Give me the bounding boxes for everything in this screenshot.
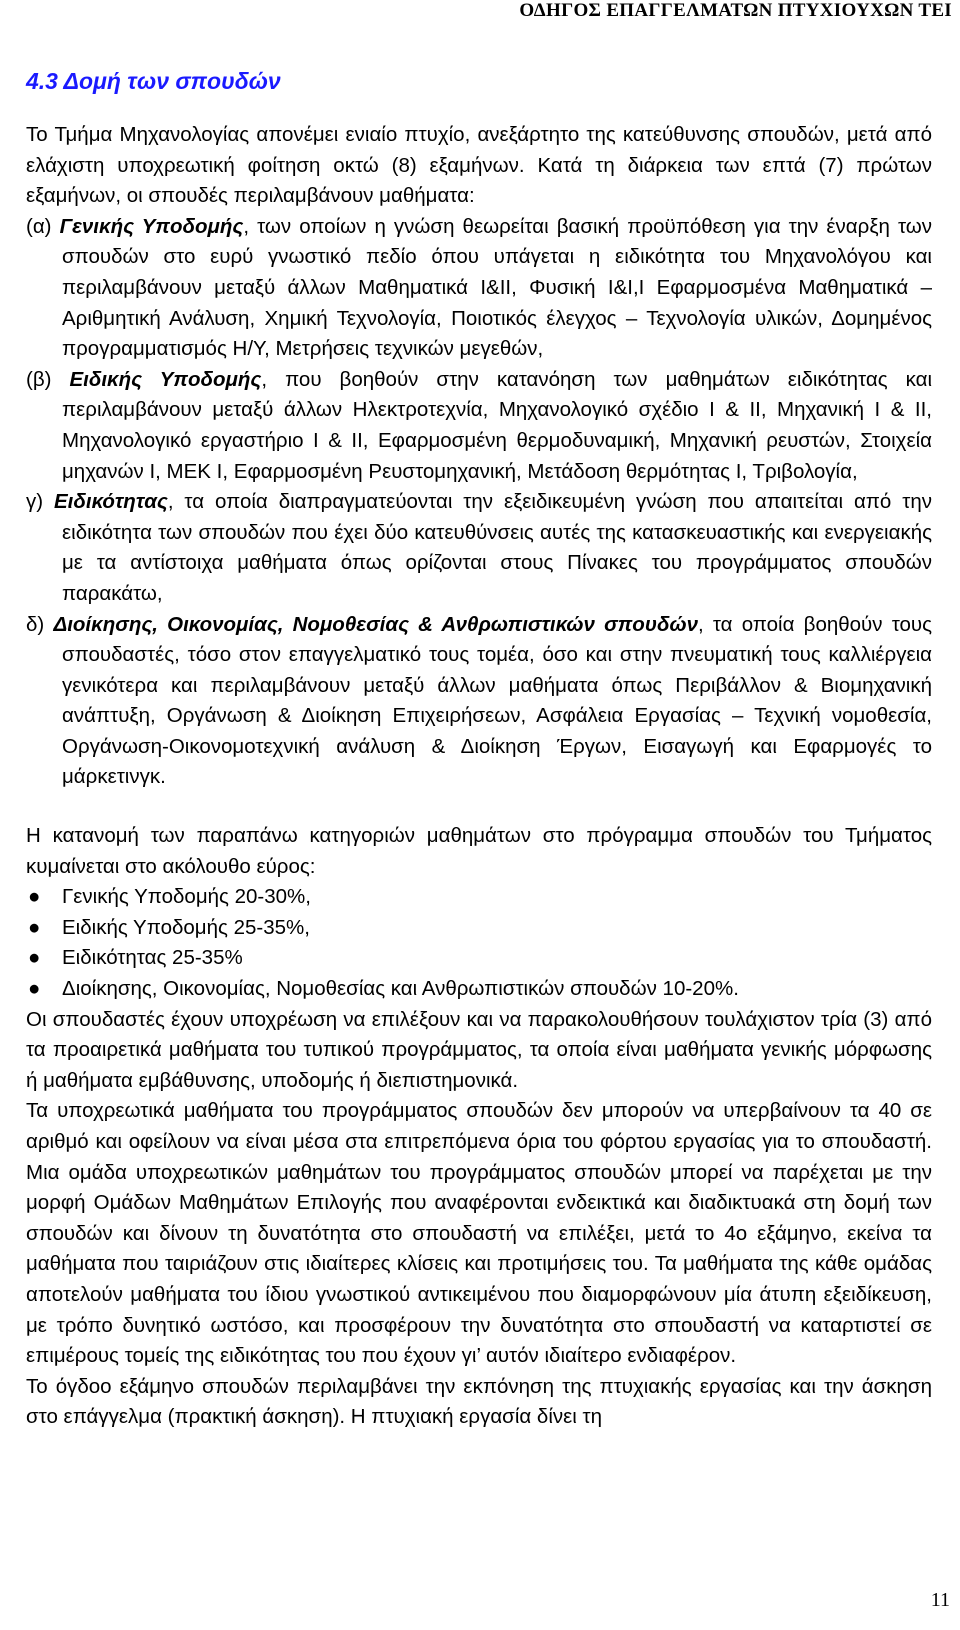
category-b-name: Ειδικής Υποδομής <box>69 367 262 391</box>
intro-paragraph: Το Τμήμα Μηχανολογίας απονέμει ενιαίο πτυχίο, ανεξάρτητο της κατεύθυνσης σπουδών, μετά από ελάχιστη υποχρεωτική φοίτηση οκτώ (8) εξαμήνων. Κατά τη διάρκεια των επτά (7) πρώτων εξαμήνων, οι σπουδές περιλαμβάνουν μαθήματα: <box>26 123 932 208</box>
paragraph-gap <box>26 793 932 821</box>
bullet-icon: ● <box>28 915 41 939</box>
list-item: ● Διοίκησης, Οικονομίας, Νομοθεσίας και Ανθρωπιστικών σπουδών 10-20%. <box>26 974 932 1005</box>
category-c-text: , τα οποία διαπραγματεύονται την εξειδικευμένη γνώση που απαιτείται από την ειδικότητα των σπουδών που έχει δύο κατευθύνσεις αυτές της κατασκευαστικής και ενεργειακής με τα αντίστοιχα μαθήματα όπως ορίζονται στους Πίνακες του προγράμματος σπουδών παρακάτω, <box>62 490 932 605</box>
category-c-prefix: γ) <box>26 490 54 514</box>
category-b-prefix: (β) <box>26 367 70 391</box>
list-item: ● Γενικής Υποδομής 20-30%, <box>26 882 932 913</box>
eighth-semester-paragraph: Το όγδοο εξάμηνο σπουδών περιλαμβάνει την εκπόνηση της πτυχιακής εργασίας και την άσκηση στο επάγγελμα (πρακτική άσκηση). Η πτυχιακή εργασία δίνει τη <box>26 1374 932 1429</box>
bullet-icon: ● <box>28 946 41 970</box>
running-header: ΟΔΗΓΟΣ ΕΠΑΓΓΕΛΜΑΤΩΝ ΠΤΥΧΙΟΥΧΩΝ ΤΕΙ <box>519 0 952 21</box>
category-b-text: , που βοηθούν στην κατανόηση των μαθημάτων ειδικότητας και περιλαμβάνουν μεταξύ άλλων Ηλεκτροτεχνία, Μηχανολογικό σχέδιο Ι & ΙΙ, Μηχανική Ι & ΙΙ, Μηχανολογικό εργαστήριο Ι & ΙΙ, Εφαρμοσμένη θερμοδυναμική, Μηχανική ρευστών, Στοιχεία μηχανών Ι, ΜΕΚ Ι, Εφαρμοσμένη Ρευστομηχανική, Μετάδοση θερμότητας Ι, Τριβολογία, <box>62 367 933 483</box>
electives-paragraph: Οι σπουδαστές έχουν υποχρέωση να επιλέξουν και να παρακολουθήσουν τουλάχιστον τρία (3) από τα προαιρετικά μαθήματα του τυπικού προγράμματος, τα οποία είναι μαθήματα γενικής μόρφωσης ή μαθήματα εμβάθυνσης, υποδομής ή διεπιστημονικά. <box>26 1007 932 1092</box>
body-text <box>26 120 932 1433</box>
page-number: 11 <box>930 1589 950 1611</box>
course-category-d <box>26 610 932 794</box>
category-a-name: Γενικής Υποδομής <box>59 214 244 238</box>
list-item: ● Ειδικής Υποδομής 25-35%, <box>26 913 932 944</box>
distribution-intro: Η κατανομή των παραπάνω κατηγοριών μαθημάτων στο πρόγραμμα σπουδών του Τμήματος κυμαίνεται στο ακόλουθο εύρος: <box>26 824 932 878</box>
bullet-icon: ● <box>28 885 41 909</box>
category-c-name: Ειδικότητας <box>54 490 168 514</box>
bullet-icon: ● <box>28 977 41 1001</box>
category-d-name: Διοίκησης, Οικονομίας, Νομοθεσίας & Ανθρωπιστικών σπουδών <box>53 612 698 636</box>
list-item: ● Ειδικότητας 25-35% <box>26 943 932 974</box>
category-d-prefix: δ) <box>26 612 54 636</box>
category-a-prefix: (α) <box>26 214 60 238</box>
compulsory-courses-paragraph: Τα υποχρεωτικά μαθήματα του προγράμματος σπουδών δεν μπορούν να υπερβαίνουν τα 40 σε αριθμό και οφείλουν να είναι μέσα στα επιτρεπόμενα όρια του φόρτου εργασίας για το σπουδαστή. Μια ομάδα υποχρεωτικών μαθημάτων του προγράμματος σπουδών μπορεί να παρέχεται με την μορφή Ομάδων Μαθημάτων Επιλογής που αναφέρονται ενδεικτικά και διαδικτυακά στη δομή των σπουδών και δίνουν τη δυνατότητα στο σπουδαστή να επιλέξει, μετά το 4ο εξάμηνο, εκείνα τα μαθήματα που ταιριάζουν στις ιδιαίτερες κλίσεις και προτιμήσεις του. Τα μαθήματα της κάθε ομάδας αποτελούν μαθήματα του ίδιου γνωστικού αντικειμένου που διαμορφώνουν μία άτυπη εξειδίκευση, με τρόπο δυνητικό ωστόσο, και προσφέρουν την δυνατότητα στο σπουδαστή να καταρτιστεί σε επιμέρους τομείς της ειδικότητας του που έχουν γι’ αυτόν ιδιαίτερο ενδιαφέρον. <box>26 1099 932 1368</box>
course-category-b <box>26 365 932 487</box>
course-category-a <box>26 212 932 365</box>
distribution-list <box>26 882 932 1004</box>
course-category-c <box>26 487 932 609</box>
category-a-text: , των οποίων η γνώση θεωρείται βασική προϋπόθεση για την έναρξη των σπουδών στο ευρύ γνωστικό πεδίο όπου υπάγεται η ειδικότητα του Μηχανολόγου και περιλαμβάνουν μεταξύ άλλων Μαθηματικά Ι&ΙΙ, Φυσική Ι&Ι,Ι Εφαρμοσμένα Μαθηματικά – Αριθμητική Ανάλυση, Χημική Τεχνολογία, Ποιοτικός έλεγχος – Τεχνολογία υλικών, Δομημένος προγραμματισμός Η/Υ, Μετρήσεις τεχνικών μεγεθών, <box>62 214 933 361</box>
section-title: 4.3 Δομή των σπουδών <box>26 68 281 94</box>
category-d-text: , τα οποία βοηθούν τους σπουδαστές, τόσο στον επαγγελματικό τους τομέα, όσο και στην πνευματική τους καλλιέργεια γενικότερα και περιλαμβάνουν μεταξύ άλλων μαθήματα όπως Περιβάλλον & Βιομηχανική ανάπτυξη, Οργάνωση & Διοίκηση Επιχειρήσεων, Ασφάλεια Εργασίας – Τεχνική νομοθεσία, Οργάνωση-Οικονομοτεχνική ανάλυση & Διοίκηση Έργων, Εισαγωγή και Εφαρμογές το μάρκετινγκ. <box>62 612 932 789</box>
